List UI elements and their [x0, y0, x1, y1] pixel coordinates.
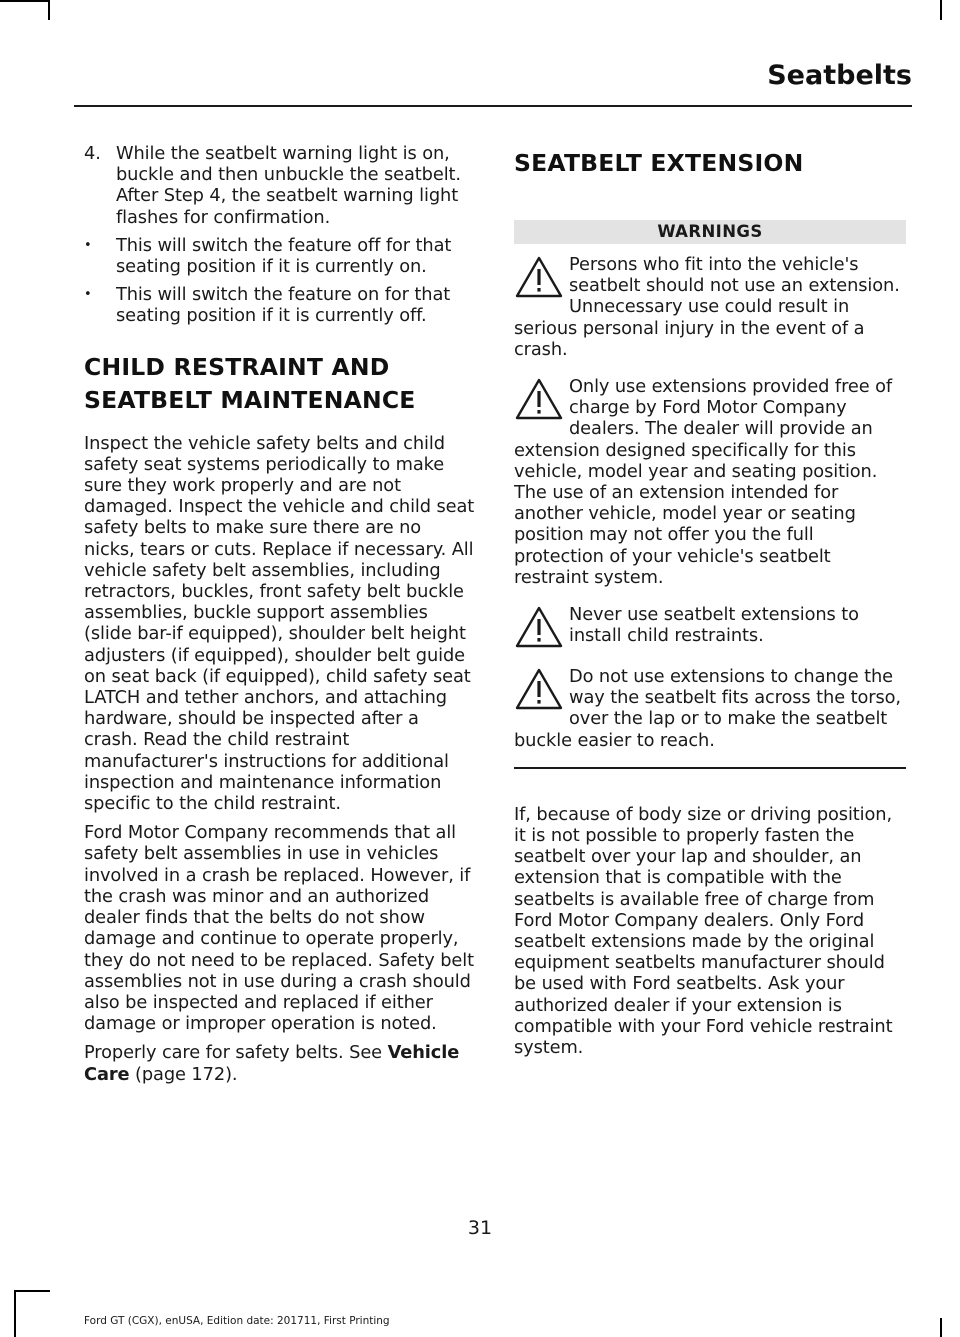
warning-text: Never use seatbelt extensions to install child restraints. [569, 604, 859, 647]
warning-item [514, 604, 906, 650]
warning-item [514, 666, 906, 751]
page-reference: (page 172). [129, 1063, 238, 1085]
paragraph: If, because of body size or driving position, it is not possible to properly fasten the seatbelt over your lap and shoulder, an extension that is compatible with the seatbelts is available free of charge from Ford Motor Company dealers. Only Ford seatbelt extensions made by the original equipment seatbelts manufacturer should be used with Ford seatbelts. Ask your authorized dealer if your extension is compatible with your Ford vehicle restraint system. [514, 803, 893, 1059]
warning-text: Persons who fit into the vehicle's seatbelt should not use an extension. Unnecessary use could result in serious personal injury in the event of a crash. [514, 254, 900, 360]
vehicle-care-link[interactable]: Vehicle Care [84, 1042, 460, 1085]
bullet-icon: • [84, 237, 92, 253]
bullet-item [84, 284, 476, 326]
crop-mark [940, 1318, 942, 1337]
header-rule [74, 105, 912, 107]
right-column [514, 143, 906, 1066]
warning-text: Only use extensions provided free of charge by Ford Motor Company dealers. The dealer will provide an extension designed specifically for this vehicle, model year and seating position. The use of an extension intended for another vehicle, model year or seating position may not offer you the full protection of your vehicle's seatbelt restraint system. [514, 376, 893, 588]
bullet-item [84, 235, 476, 277]
bullet-icon: • [84, 287, 92, 303]
crop-mark [48, 0, 50, 20]
left-column [84, 143, 476, 1093]
crop-mark [0, 0, 48, 2]
section-heading: SEATBELT EXTENSION [514, 149, 804, 177]
paragraph: Inspect the vehicle safety belts and child safety seat systems periodically to make sure they work properly and are not damaged. Inspect the vehicle and child seat safety belts to make sure there are no nicks, tears or cuts. Replace if necessary. All vehicle safety belt assemblies, including retractors, buckles, front safety belt buckle assemblies, buckle support assemblies (slide bar-if equipped), shoulder belt height adjusters (if equipped), shoulder belt guide on seat back (if equipped), child safety seat LATCH and tether anchors, and attaching hardware, should be inspected after a crash. Read the child restraint manufacturer's instructions for additional inspection and maintenance information specific to the child restraint. [84, 432, 475, 815]
warnings-label: WARNINGS [514, 220, 906, 244]
step-number: 4. [84, 143, 101, 164]
crop-mark [14, 1290, 16, 1337]
crop-mark [940, 0, 942, 20]
paragraph [84, 1042, 476, 1084]
paragraph-text: Properly care for safety belts. See [84, 1042, 388, 1064]
warning-triangle-icon [514, 666, 564, 712]
paragraph: Ford Motor Company recommends that all safety belt assemblies in use in vehicles involved in a crash be replaced. However, if the crash was minor and an authorized dealer finds that the belts do not show damage and continue to operate properly, they do not need to be replaced. Safety belt assemblies not in use during a crash should also be inspected and replaced if either damage or improper operation is noted. [84, 822, 474, 1035]
bullet-text: This will switch the feature on for that seating position if it is currently off. [116, 284, 451, 327]
step-text: While the seatbelt warning light is on, buckle and then unbuckle the seatbelt. After Step 4, the seatbelt warning light flashes for confirmation. [116, 143, 461, 228]
warnings-end-rule [514, 767, 906, 769]
warning-triangle-icon [514, 376, 564, 422]
crop-mark [14, 1290, 50, 1292]
footer-edition: Ford GT (CGX), enUSA, Edition date: 201711, First Printing [84, 1315, 390, 1327]
page-title: Seatbelts [767, 60, 912, 91]
warning-triangle-icon [514, 604, 564, 650]
warning-item [514, 376, 906, 588]
page-number: 31 [467, 1217, 493, 1239]
warning-text: Do not use extensions to change the way the seatbelt fits across the torso, over the lap or to make the seatbelt buckle easier to reach. [514, 666, 901, 751]
warning-triangle-icon [514, 254, 564, 300]
bullet-text: This will switch the feature off for that seating position if it is currently on. [116, 234, 452, 278]
section-heading: CHILD RESTRAINT AND SEATBELT MAINTENANCE [84, 352, 416, 414]
warning-item [514, 254, 906, 360]
numbered-step [84, 143, 476, 228]
